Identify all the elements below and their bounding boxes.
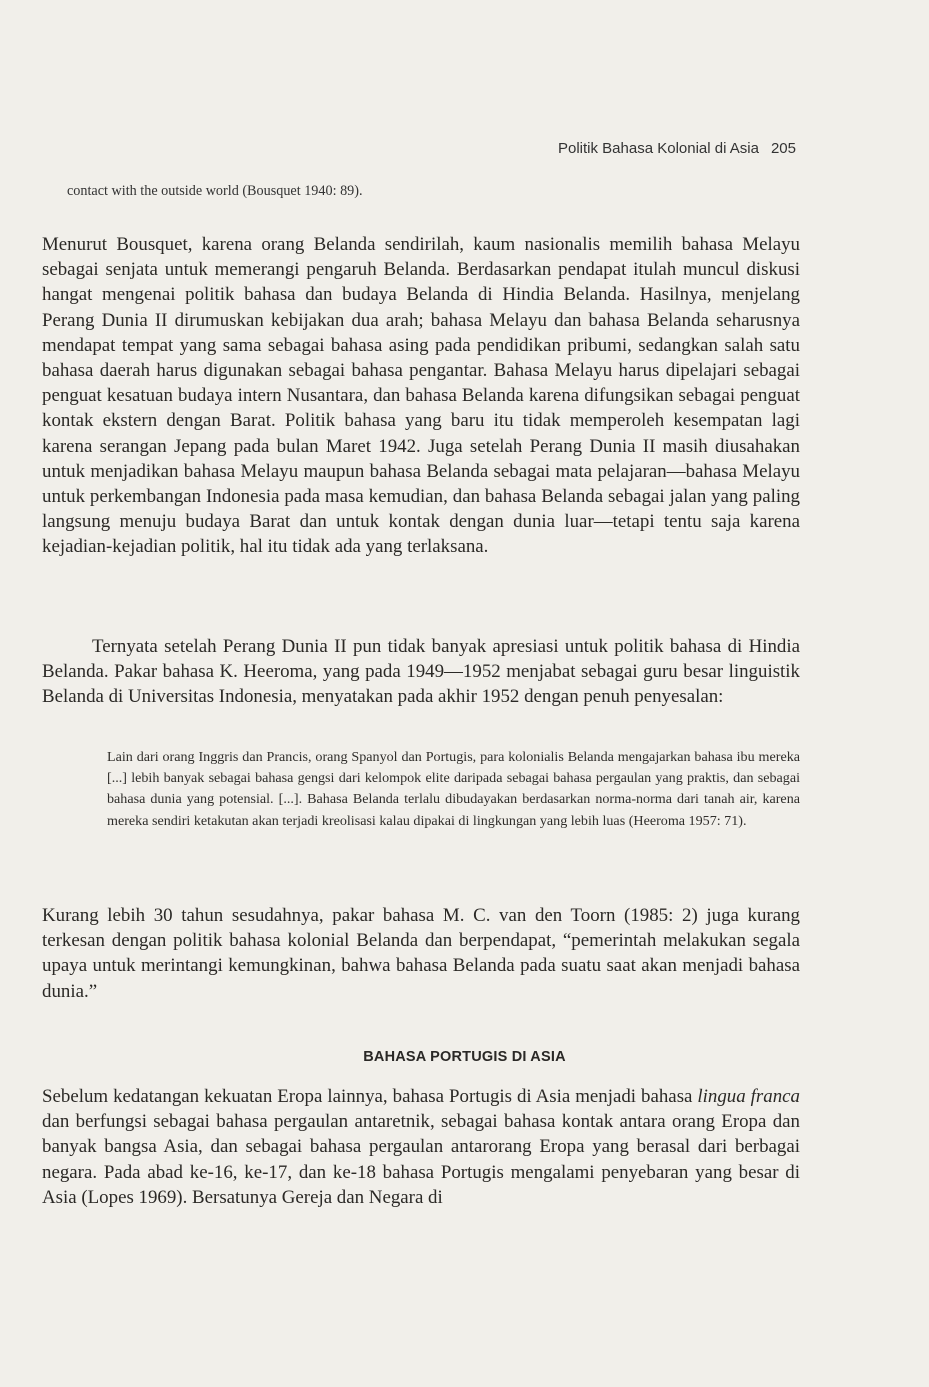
paragraph-text: Menurut Bousquet, karena orang Belanda sendirilah, kaum nasionalis memilih bahasa Melayu sebagai senjata untuk memerangi pengaruh Belanda. Berdasarkan pendapat itulah muncul diskusi hangat mengenai politik bahasa dan budaya Belanda di Hindia Belanda. Hasilnya, menjelang Perang Dunia II dirumuskan kebijakan dua arah; bahasa Melayu dan bahasa Belanda seharusnya mendapat tempat yang sama sebagai bahasa asing pada pendidikan pribumi, sedangkan salah satu bahasa daerah harus digunakan sebagai bahasa pengantar. Bahasa Melayu harus dipelajari sebagai penguat kesatuan budaya intern Nusantara, dan bahasa Belanda karena difungsikan sebagai penguat kontak ekstern dengan Barat. Politik bahasa yang baru itu tidak memperoleh kesempatan lagi karena serangan Jepang pada bulan Maret 1942. Juga setelah Perang Dunia II masih diusahakan untuk menjadikan bahasa Melayu maupun bahasa Belanda sebagai mata pelajaran—bahasa Melayu untuk perkembangan Indonesia pada masa kemudian, dan bahasa Belanda sebagai jalan yang paling langsung menuju budaya Barat dan untuk kontak dengan dunia luar—tetapi tentu saja karena kejadian-kejadian politik, hal itu tidak ada yang terlaksana. [42, 234, 800, 558]
paragraph-van-den-toorn [42, 903, 800, 1004]
text-run: dan berfungsi sebagai bahasa pergaulan antaretnik, sebagai bahasa kontak antara orang Eropa dan banyak bangsa Asia, dan sebagai bahasa pergaulan antarorang Eropa yang berasal dari berbagai negara. Pada abad ke-16, ke-17, dan ke-18 bahasa Portugis mengalami penyebaran yang besar di Asia (Lopes 1969). Bersatunya Gereja dan Negara di [42, 1111, 800, 1208]
running-header [558, 140, 796, 157]
paragraph-heeroma-intro [42, 634, 800, 710]
block-quote-heeroma: Lain dari orang Inggris dan Prancis, orang Spanyol dan Portugis, para kolonialis Belanda mengajarkan bahasa ibu mereka [...] lebih banyak sebagai bahasa gengsi dari kelompok elite daripada sebagai bahasa pergaulan yang praktis, dan sebagai bahasa dunia yang potensial. [...]. Bahasa Belanda terlalu dibudayakan berdasarkan norma-norma dari tanah air, karena mereka sendiri ketakutan akan terjadi kreolisasi kalau dipakai di lingkungan yang lebih luas (Heeroma 1957: 71). [107, 749, 800, 829]
text-run: Sebelum kedatangan kekuatan Eropa lainnya, bahasa Portugis di Asia menjadi bahasa [42, 1086, 698, 1107]
italic-term: lingua franca [697, 1086, 800, 1107]
paragraph-portugis [42, 1084, 800, 1210]
paragraph-text [42, 1084, 800, 1210]
running-title: Politik Bahasa Kolonial di Asia [558, 140, 759, 157]
quote-continuation: contact with the outside world (Bousquet 1940: 89). [67, 183, 363, 199]
page-number: 205 [770, 140, 796, 157]
paragraph-bousquet [42, 232, 800, 560]
paragraph-text: Ternyata setelah Perang Dunia II pun tidak banyak apresiasi untuk politik bahasa di Hindia Belanda. Pakar bahasa K. Heeroma, yang pada 1949—1952 menjabat sebagai guru besar linguistik Belanda di Universitas Indonesia, menyatakan pada akhir 1952 dengan penuh penyesalan: [42, 636, 800, 708]
paragraph-text: Kurang lebih 30 tahun sesudahnya, pakar bahasa M. C. van den Toorn (1985: 2) juga kurang terkesan dengan politik bahasa kolonial Belanda dan berpendapat, “pemerintah melakukan segala upaya untuk merintangi kemungkinan, bahwa bahasa Belanda pada suatu saat akan menjadi bahasa dunia.” [42, 905, 800, 1002]
section-heading: BAHASA PORTUGIS DI ASIA [363, 1049, 566, 1065]
